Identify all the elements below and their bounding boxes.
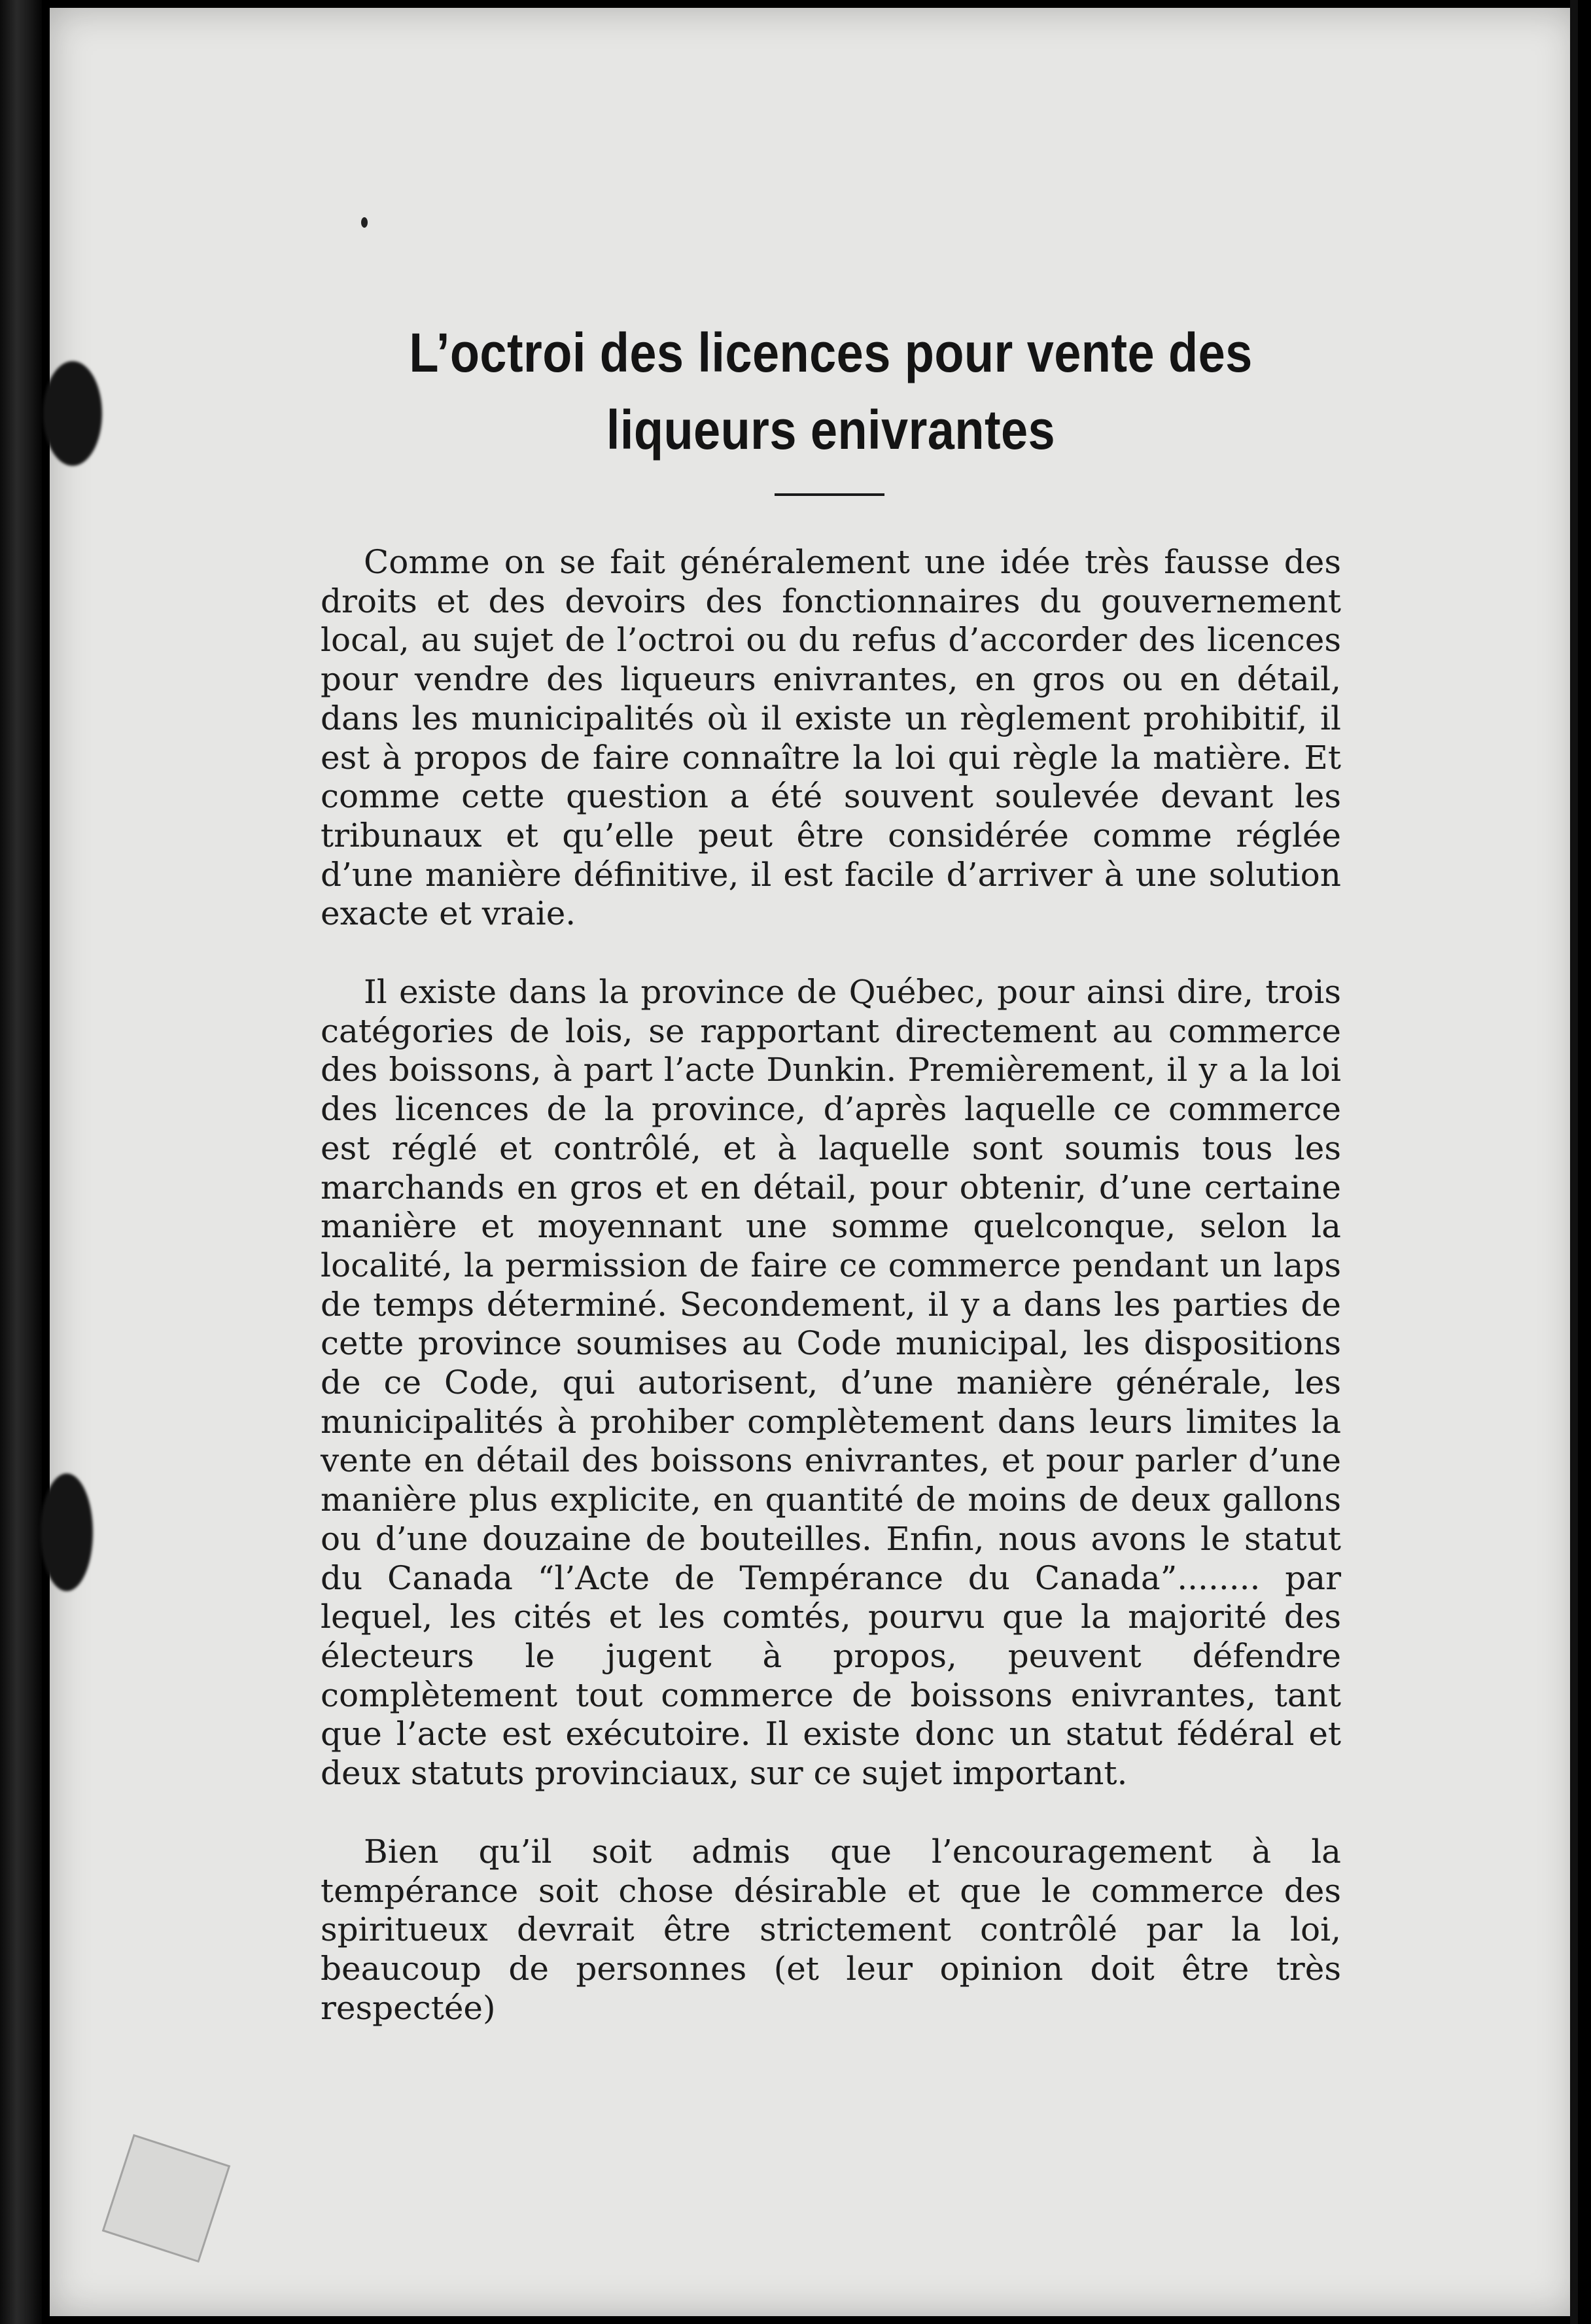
body-text (321, 543, 1341, 2067)
book-binding-edge (0, 0, 42, 2324)
margin-stain-upper (43, 361, 102, 466)
title-line-1: L’octroi des licences pour vente des (409, 322, 1253, 383)
paragraph-3: Bien qu’il soit admis que l’encouragement à la tempérance soit chose désirable et que le commerce des spiritueux devrait être strictement contrôlé par la loi, beaucoup de personnes (et leur opinion doit être très respectée) (321, 1832, 1341, 2027)
paragraph-2: Il existe dans la province de Québec, pour ainsi dire, trois catégories de lois, se rapportant directement au commerce des boissons, à part l’acte Dunkin. Premièrement, il y a la loi des licences de la province, d’après laquelle ce commerce est réglé et contrôlé, et à laquelle sont soumis tous les marchands en gros et en détail, pour obtenir, d’une certaine manière et moyennant une somme quelconque, selon la localité, la permission de faire ce commerce pendant un laps de temps déterminé. Secondement, il y a dans les parties de cette province soumises au Code municipal, les dispositions de ce Code, qui autorisent, d’une manière générale, les municipalités à prohiber complètement dans leurs limites la vente en détail des boissons enivrantes, et pour parler d’une manière plus explicite, en quantité de moins de deux gallons ou d’une douzaine de bouteilles. Enfin, nous avons le statut du Canada “l’Acte de Tempérance du Canada”........ par lequel, les cités et les comtés, pourvu que la majorité des électeurs le jugent à propos, peuvent défendre complètement tout commerce de boissons enivrantes, tant que l’acte est exécutoire. Il existe donc un statut fédéral et deux statuts provinciaux, sur ce sujet important. (321, 973, 1341, 1793)
paragraph-1: Comme on se fait généralement une idée très fausse des droits et des devoirs des fonctionnaires du gouvernement local, au sujet de l’octroi ou du refus d’accorder des licences pour vendre des liqueurs enivrantes, en gros ou en détail, dans les municipalités où il existe un règlement prohibitif, il est à propos de faire connaître la loi qui règle la matière. Et comme cette question a été souvent soulevée devant les tribunaux et qu’elle peut être considérée comme réglée d’une manière définitive, il est facile d’arriver à une solution exacte et vraie. (321, 543, 1341, 933)
ink-speck (361, 217, 368, 228)
margin-stain-lower (41, 1473, 93, 1591)
title-divider-rule (775, 493, 884, 496)
page-right-edge (1570, 0, 1578, 2324)
page-title (341, 314, 1320, 468)
title-line-2: liqueurs enivrantes (606, 399, 1056, 461)
torn-corner-scrap (102, 2134, 231, 2263)
